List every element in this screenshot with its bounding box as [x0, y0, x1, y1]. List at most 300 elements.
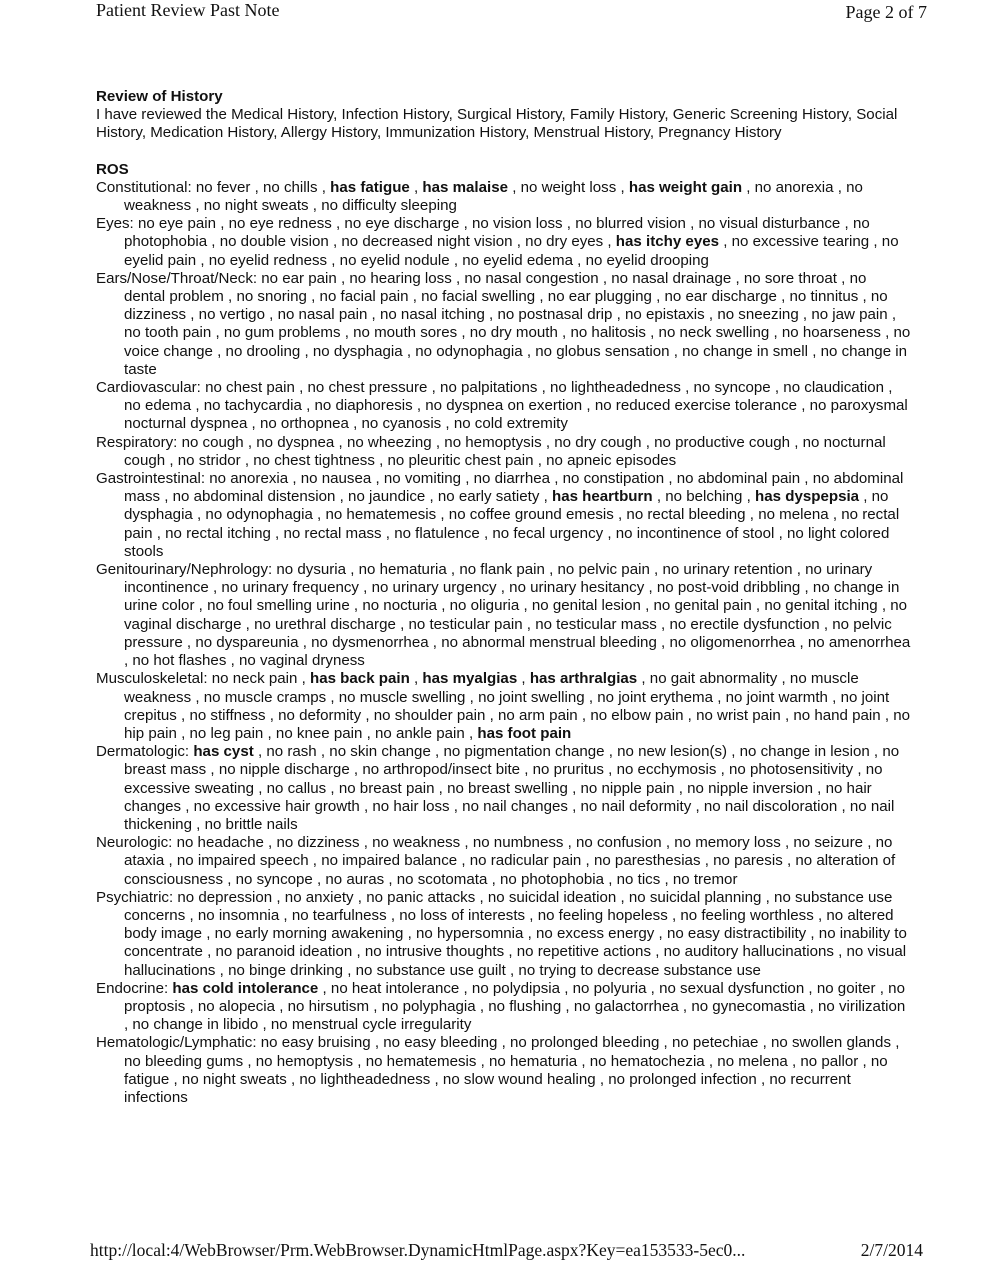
ros-finding: no bleeding gums [124, 1052, 244, 1070]
ros-finding: no seizure [793, 834, 863, 852]
ros-finding: no skin change [329, 743, 431, 761]
ros-finding: no visual hallucinations [124, 943, 907, 979]
ros-finding: no galactorrhea [573, 997, 679, 1015]
ros-finding: no dizziness [124, 288, 888, 324]
ros-finding: no virilization [818, 997, 906, 1015]
ros-finding: no diaphoresis [314, 397, 413, 415]
ros-finding: no heat intolerance [330, 979, 460, 997]
ros-positive-finding: has arthralgias [529, 670, 638, 688]
ros-finding: no tachycardia [203, 397, 302, 415]
ros-finding: no urinary frequency [221, 579, 359, 597]
ros-finding: no excessive hair growth [193, 797, 360, 815]
ros-list [96, 179, 911, 1107]
ros-system-label: Constitutional: [96, 178, 192, 196]
ros-finding: no apneic episodes [546, 451, 677, 469]
ros-finding: no nasal pain [277, 306, 368, 324]
ros-finding: no excessive tearing [731, 233, 870, 251]
ros-finding: no cough [181, 433, 244, 451]
ros-finding: no eye discharge [344, 215, 460, 233]
ros-finding: no globus sensation [535, 342, 670, 360]
ros-finding: no prolonged bleeding [509, 1034, 660, 1052]
ros-finding: no eyelid edema [462, 251, 573, 269]
ros-finding: no loss of interests [399, 906, 526, 924]
ros-finding: no pallor [800, 1052, 859, 1070]
ros-finding: no ear discharge [664, 288, 777, 306]
ros-finding: no tearfulness [291, 906, 387, 924]
ros-finding: no vertigo [198, 306, 265, 324]
ros-finding: no rectal itching [165, 524, 271, 542]
ros-finding: no orthopnea [259, 415, 349, 433]
ros-finding: no change in libido [132, 1016, 259, 1034]
ros-finding: no polyuria [572, 979, 647, 997]
ros-finding: no reduced exercise tolerance [594, 397, 798, 415]
ros-finding: no urinary incontinence [124, 561, 873, 597]
ros-finding: no alopecia [197, 997, 276, 1015]
ros-finding: no post-void dribbling [656, 579, 801, 597]
ros-finding: no goiter [816, 979, 876, 997]
ros-positive-finding: has back pain [309, 670, 410, 688]
ros-finding: no hematochezia [589, 1052, 705, 1070]
ros-finding: no oligomenorrhea [669, 633, 796, 651]
ros-finding: no chest pain [205, 379, 295, 397]
ros-finding: no menstrual cycle irregularity [270, 1016, 472, 1034]
ros-positive-finding: has foot pain [477, 724, 572, 742]
ros-finding: no swollen glands [771, 1034, 891, 1052]
ros-finding: no neck pain [211, 670, 298, 688]
ros-finding: no weakness [124, 178, 863, 215]
footer-url: http://local:4/WebBrowser/Prm.WebBrowser.DynamicHtmlPage.aspx?Key=ea153533-5ec0... [90, 1240, 746, 1260]
ros-finding: no genital pain [653, 597, 752, 615]
ros-finding: no eyelid pain [124, 233, 899, 269]
ros-finding: no paranoid ideation [215, 943, 353, 961]
ros-finding: no productive cough [654, 433, 791, 451]
ros-finding: no rash [266, 743, 317, 761]
ros-finding: no visual disturbance [698, 215, 841, 233]
ros-finding: no eyelid drooping [585, 251, 709, 269]
ros-finding: no suicidal planning [628, 888, 762, 906]
ros-finding: no nasal itching [379, 306, 485, 324]
ros-item: Respiratory: no cough , no dyspnea , no wheezing , no hemoptysis , no dry cough , no productive cough , no nocturnal cough , no stridor , no chest tightness , no pleuritic chest pain , no apneic episodes [96, 433, 886, 469]
ros-finding: no flank pain [459, 561, 545, 579]
ros-finding: no early satiety [437, 488, 540, 506]
footer-date: 2/7/2014 [860, 1240, 923, 1260]
ros-finding: no memory loss [674, 834, 781, 852]
ros-finding: no testicular mass [535, 615, 657, 633]
ros-system-label: Cardiovascular: [96, 379, 201, 397]
ros-finding: no new lesion(s) [617, 743, 728, 761]
ros-finding: no joint crepitus [124, 688, 890, 724]
ros-positive-finding: has itchy eyes [615, 233, 719, 251]
ros-finding: no constipation [562, 470, 665, 488]
ros-finding: no hoarseness [781, 324, 881, 342]
ros-finding: no nocturia [362, 597, 437, 615]
ros-finding: no postnasal drip [497, 306, 613, 324]
ros-finding: no fever [195, 178, 251, 196]
ros-finding: no tooth pain [124, 324, 212, 342]
ros-finding: no decreased night vision [341, 233, 513, 251]
ros-finding: no scotomata [396, 870, 488, 888]
ros-finding: no numbness [472, 834, 564, 852]
ros-finding: no inability to concentrate [124, 925, 907, 961]
ros-finding: no easy bruising [260, 1034, 371, 1052]
ros-finding: no rectal mass [283, 524, 382, 542]
ros-finding: no eyelid nodule [339, 251, 450, 269]
ros-heading: ROS [96, 160, 129, 178]
ros-finding: no arthropod/insect bite [362, 761, 521, 779]
ros-system-label: Genitourinary/Nephrology: [96, 561, 273, 579]
ros-finding: no shoulder pain [373, 706, 486, 724]
ros-finding: no dry eyes [525, 233, 604, 251]
ros-finding: no claudication [783, 379, 884, 397]
ros-finding: no hip pain [124, 706, 911, 742]
ros-finding: no dysphagia [124, 488, 889, 524]
ros-finding: no change in urine color [124, 579, 900, 615]
ros-finding: no muscle cramps [203, 688, 327, 706]
ros-finding: no pleuritic chest pain [387, 451, 534, 469]
ros-finding: no cyanosis [361, 415, 442, 433]
ros-finding: no insomnia [197, 906, 280, 924]
ros-finding: no foul smelling urine [207, 597, 350, 615]
ros-finding: no pelvic pain [557, 561, 650, 579]
ros-item: Eyes: no eye pain , no eye redness , no eye discharge , no vision loss , no blurred vision , no visual disturbance , no photophobia , no double vision , no decreased night vision , no dry eyes , has itchy eyes , no excessive tearing , no eyelid pain , no eyelid redness , no eyelid nodule , no eyelid edema , no eyelid drooping [96, 215, 899, 269]
ros-finding: no knee pain [275, 724, 363, 742]
ros-finding: no incontinence of stool [615, 524, 775, 542]
ros-item: Ears/Nose/Throat/Neck: no ear pain , no hearing loss , no nasal congestion , no nasal drainage , no sore throat , no dental problem , no snoring , no facial pain , no facial swelling , no ear plugging , no ear discharge , no tinnitus , no dizziness , no vertigo , no nasal pain , no nasal itching , no postnasal drip , no epistaxis , no sneezing , no jaw pain , no tooth pain , no gum problems , no mouth sores , no dry mouth , no halitosis , no neck swelling , no hoarseness , no voice change , no drooling , no dysphagia , no odynophagia , no globus sensation , no change in smell , no change in taste [96, 269, 911, 378]
ros-finding: no hypersomnia [416, 925, 524, 943]
ros-positive-finding: has weight gain [628, 178, 743, 196]
ros-finding: no impaired speech [176, 852, 309, 870]
ros-finding: no urinary retention [662, 561, 793, 579]
document-title: Patient Review Past Note [96, 0, 280, 20]
ros-finding: no pelvic pressure [124, 615, 892, 651]
ros-finding: no abnormal menstrual bleeding [441, 633, 657, 651]
ros-finding: no hot flashes [132, 652, 227, 670]
ros-finding: no dizziness [276, 834, 360, 852]
ros-system-label: Dermatologic: [96, 743, 190, 761]
ros-system-label: Musculoskeletal: [96, 670, 208, 688]
ros-finding: no nipple pain [580, 779, 675, 797]
ros-finding: no facial swelling [421, 288, 536, 306]
ros-finding: no weight loss [520, 178, 617, 196]
ros-finding: no muscle weakness [124, 670, 859, 706]
ros-finding: no proptosis [124, 979, 905, 1015]
ros-finding: no stiffness [189, 706, 266, 724]
ros-system-label: Gastrointestinal: [96, 470, 206, 488]
ros-finding: no nipple inversion [687, 779, 813, 797]
ros-finding: no arm pain [498, 706, 578, 724]
ros-item: Gastrointestinal: no anorexia , no nausea , no vomiting , no diarrhea , no constipation , no abdominal pain , no abdominal mass , no abdominal distension , no jaundice , no early satiety , has heartburn , no belching , has dyspepsia , no dysphagia , no odynophagia , no hematemesis , no coffee ground emesis , no rectal bleeding , no melena , no rectal pain , no rectal itching , no rectal mass , no flatulence , no fecal urgency , no incontinence of stool , no light colored stools [96, 470, 904, 560]
ros-finding: no joint swelling [478, 688, 585, 706]
ros-finding: no substance use guilt [355, 961, 506, 979]
ros-finding: no vaginal dryness [238, 652, 365, 670]
ros-finding: no hearing loss [349, 269, 452, 287]
ros-finding: no belching [665, 488, 743, 506]
ros-finding: no anxiety [284, 888, 354, 906]
ros-item: Genitourinary/Nephrology: no dysuria , no hematuria , no flank pain , no pelvic pain , no urinary retention , no urinary incontinence , no urinary frequency , no urinary urgency , no urinary hesitancy , no post-void dribbling , no change in urine color , no foul smelling urine , no nocturia , no oliguria , no genital lesion , no genital pain , no genital itching , no vaginal discharge , no urethral discharge , no testicular pain , no testicular mass , no erectile dysfunction , no pelvic pressure , no dyspareunia , no dysmenorrhea , no abnormal menstrual bleeding , no oligomenorrhea , no amenorrhea , no hot flashes , no vaginal dryness [96, 561, 911, 670]
ros-item: Dermatologic: has cyst , no rash , no skin change , no pigmentation change , no new lesion(s) , no change in lesion , no breast mass , no nipple discharge , no arthropod/insect bite , no pruritus , no ecchymosis , no photosensitivity , no excessive sweating , no callus , no breast pain , no breast swelling , no nipple pain , no nipple inversion , no hair changes , no excessive hair growth , no hair loss , no nail changes , no nail deformity , no nail discoloration , no nail thickening , no brittle nails [96, 743, 900, 833]
ros-system-label: Neurologic: [96, 834, 173, 852]
ros-finding: no wheezing [346, 433, 432, 451]
ros-finding: no breast mass [124, 743, 900, 779]
ros-finding: no altered body image [124, 906, 894, 943]
ros-finding: no hair changes [124, 779, 872, 815]
ros-finding: no neck swelling [658, 324, 770, 342]
ros-finding: no wrist pain [696, 706, 781, 724]
ros-finding: no pigmentation change [443, 743, 605, 761]
ros-finding: no slow wound healing [442, 1070, 596, 1088]
ros-finding: no depression [177, 888, 273, 906]
ros-finding: no lightheadedness [299, 1070, 431, 1088]
ros-finding: no easy bleeding [383, 1034, 498, 1052]
ros-finding: no testicular pain [408, 615, 523, 633]
ros-finding: no nocturnal cough [124, 433, 886, 469]
ros-finding: no eyelid redness [208, 251, 328, 269]
ros-positive-finding: has heartburn [551, 488, 653, 506]
ros-finding: no nail deformity [580, 797, 692, 815]
ros-item: Hematologic/Lymphatic: no easy bruising , no easy bleeding , no prolonged bleeding , no petechiae , no swollen glands , no bleeding gums , no hemoptysis , no hematemesis , no hematuria , no hematochezia , no melena , no pallor , no fatigue , no night sweats , no lightheadedness , no slow wound healing , no prolonged infection , no recurrent infections [96, 1034, 900, 1106]
ros-finding: no sneezing [717, 306, 799, 324]
ros-finding: no odynophagia [205, 506, 313, 524]
ros-finding: no eye pain [137, 215, 217, 233]
ros-finding: no nail thickening [124, 797, 895, 833]
ros-finding: no change in smell [682, 342, 808, 360]
ros-finding: no genital itching [764, 597, 878, 615]
ros-finding: no chills [263, 178, 318, 196]
ros-finding: no flushing [488, 997, 562, 1015]
ros-finding: no dry cough [554, 433, 642, 451]
ros-finding: no hematemesis [365, 1052, 477, 1070]
ros-finding: no intrusive thoughts [364, 943, 505, 961]
ros-finding: no hair loss [372, 797, 450, 815]
ros-finding: no panic attacks [366, 888, 476, 906]
ros-finding: no auras [325, 870, 385, 888]
ros-finding: no nasal congestion [464, 269, 599, 287]
review-of-history-heading: Review of History [96, 88, 223, 105]
ros-finding: no jaw pain [811, 306, 888, 324]
ros-finding: no early morning awakening [214, 925, 404, 943]
ros-finding: no nipple discharge [218, 761, 350, 779]
ros-finding: no anorexia [209, 470, 289, 488]
ros-finding: no hirsutism [287, 997, 370, 1015]
ros-finding: no fatigue [124, 1052, 888, 1088]
ros-finding: no abdominal mass [124, 470, 904, 506]
ros-finding: no dyspnea on exertion [425, 397, 583, 415]
ros-finding: no repetitive actions [516, 943, 651, 961]
ros-finding: no jaundice [348, 488, 426, 506]
ros-finding: no auditory hallucinations [663, 943, 834, 961]
ros-finding: no dyspareunia [195, 633, 299, 651]
ros-finding: no stridor [177, 451, 241, 469]
ros-finding: no odynophagia [415, 342, 523, 360]
ros-finding: no breast pain [338, 779, 435, 797]
ros-system-label: Psychiatric: [96, 888, 174, 906]
ros-finding: no amenorrhea [807, 633, 911, 651]
ros-finding: no mouth sores [353, 324, 458, 342]
ros-finding: no dysphagia [312, 342, 403, 360]
ros-item: Musculoskeletal: no neck pain , has back pain , has myalgias , has arthralgias , no gait abnormality , no muscle weakness , no muscle cramps , no muscle swelling , no joint swelling , no joint erythema , no joint warmth , no joint crepitus , no stiffness , no deformity , no shoulder pain , no arm pain , no elbow pain , no wrist pain , no hand pain , no hip pain , no leg pain , no knee pain , no ankle pain , has foot pain [96, 670, 911, 742]
ros-finding: no cold extremity [453, 415, 568, 433]
ros-finding: no hematuria [489, 1052, 578, 1070]
ros-finding: no ankle pain [374, 724, 465, 742]
ros-positive-finding: has fatigue [330, 178, 410, 196]
ros-finding: no trying to decrease substance use [518, 961, 761, 979]
ros-finding: no rectal bleeding [626, 506, 746, 524]
ros-finding: no impaired balance [321, 852, 458, 870]
ros-finding: no lightheadedness [549, 379, 681, 397]
ros-finding: no halitosis [570, 324, 646, 342]
ros-finding: no chest tightness [253, 451, 375, 469]
ros-finding: no nail changes [462, 797, 568, 815]
ros-system-label: Respiratory: [96, 433, 178, 451]
ros-finding: no ear plugging [547, 288, 652, 306]
ros-item: Cardiovascular: no chest pain , no chest pressure , no palpitations , no lightheadedness , no syncope , no claudication , no edema , no tachycardia , no diaphoresis , no dyspnea on exertion , no reduced exercise tolerance , no paroxysmal nocturnal dyspnea , no orthopnea , no cyanosis , no cold extremity [96, 379, 908, 433]
ros-finding: no dysuria [276, 561, 347, 579]
ros-positive-finding: has cyst [193, 743, 254, 761]
ros-system-label: Ears/Nose/Throat/Neck: [96, 269, 258, 287]
ros-finding: no drooling [225, 342, 301, 360]
ros-finding: no urethral discharge [254, 615, 396, 633]
ros-finding: no paresthesias [593, 852, 701, 870]
ros-finding: no excessive sweating [124, 761, 883, 797]
ros-finding: no hematuria [358, 561, 447, 579]
ros-finding: no joint erythema [597, 688, 714, 706]
ros-finding: no chest pressure [307, 379, 428, 397]
ros-finding: no feeling worthless [680, 906, 814, 924]
ros-finding: no photophobia [499, 870, 605, 888]
ros-finding: no palpitations [440, 379, 538, 397]
ros-finding: no genital lesion [531, 597, 641, 615]
ros-finding: no gait abnormality [649, 670, 778, 688]
ros-finding: no binge drinking [228, 961, 344, 979]
ros-finding: no sore throat [743, 269, 837, 287]
ros-finding: no change in lesion [739, 743, 870, 761]
ros-finding: no headache [176, 834, 264, 852]
ros-finding: no excess energy [536, 925, 655, 943]
ros-finding: no erectile dysfunction [669, 615, 820, 633]
ros-finding: no polydipsia [471, 979, 561, 997]
ros-item: Neurologic: no headache , no dizziness , no weakness , no numbness , no confusion , no memory loss , no seizure , no ataxia , no impaired speech , no impaired balance , no radicular pain , no paresthesias , no paresis , no alteration of consciousness , no syncope , no auras , no scotomata , no photophobia , no tics , no tremor [96, 834, 896, 888]
ros-finding: no radicular pain [469, 852, 582, 870]
ros-finding: no alteration of consciousness [124, 852, 896, 888]
ros-finding: no suicidal ideation [487, 888, 617, 906]
ros-finding: no breast swelling [447, 779, 568, 797]
ros-finding: no night sweats [203, 197, 309, 215]
note-content [96, 88, 911, 1107]
ros-finding: no hand pain [793, 706, 881, 724]
ros-finding: no prolonged infection [608, 1070, 757, 1088]
ros-finding: no photosensitivity [728, 761, 854, 779]
ros-system-label: Eyes: [96, 215, 134, 233]
ros-finding: no recurrent infections [124, 1070, 851, 1106]
ros-finding: no tinnitus [789, 288, 859, 306]
ros-positive-finding: has dyspepsia [755, 488, 860, 506]
ros-finding: no dental problem [124, 269, 867, 306]
ros-finding: no nasal drainage [611, 269, 732, 287]
ros-finding: no light colored stools [124, 524, 890, 560]
ros-finding: no diarrhea [473, 470, 551, 488]
ros-finding: no gum problems [223, 324, 341, 342]
ros-finding: no hemoptysis [255, 1052, 354, 1070]
ros-finding: no hematemesis [325, 506, 437, 524]
ros-finding: no nausea [300, 470, 372, 488]
ros-finding: no blurred vision [575, 215, 686, 233]
ros-finding: no confusion [576, 834, 662, 852]
ros-finding: no abdominal distension [172, 488, 336, 506]
ros-finding: no syncope [235, 870, 313, 888]
ros-finding: no callus [266, 779, 327, 797]
ros-finding: no night sweats [181, 1070, 287, 1088]
ros-finding: no vision loss [471, 215, 563, 233]
ros-finding: no flatulence [394, 524, 480, 542]
ros-finding: no melena [717, 1052, 788, 1070]
ros-positive-finding: has cold intolerance [172, 979, 319, 997]
page-number: Page 2 of 7 [845, 2, 927, 22]
ros-finding: no nail discoloration [703, 797, 838, 815]
ros-finding: no petechiae [671, 1034, 759, 1052]
ros-finding: no anorexia [754, 178, 834, 196]
ros-finding: no feeling hopeless [537, 906, 668, 924]
ros-finding: no tics [616, 870, 661, 888]
review-of-history-text: I have reviewed the Medical History, Infection History, Surgical History, Family History, Generic Screening History, Social History, Medication History, Allergy History, Immunization History, Menstrual History, Pregnancy History [96, 106, 898, 142]
ros-finding: no muscle swelling [338, 688, 466, 706]
ros-finding: no photophobia [124, 215, 870, 251]
ros-finding: no substance use concerns [124, 888, 893, 924]
ros-finding: no dysmenorrhea [311, 633, 429, 651]
ros-finding: no urinary urgency [371, 579, 497, 597]
ros-finding: no snoring [236, 288, 307, 306]
ros-finding: no paresis [713, 852, 783, 870]
ros-item: Psychiatric: no depression , no anxiety , no panic attacks , no suicidal ideation , no suicidal planning , no substance use concerns , no insomnia , no tearfulness , no loss of interests , no feeling hopeless , no feeling worthless , no altered body image , no early morning awakening , no hypersomnia , no excess energy , no easy distractibility , no inability to concentrate , no paranoid ideation , no intrusive thoughts , no repetitive actions , no auditory hallucinations , no visual hallucinations , no binge drinking , no substance use guilt , no trying to decrease substance use [96, 888, 907, 979]
ros-finding: no vomiting [383, 470, 462, 488]
ros-finding: no easy distractibility [666, 925, 807, 943]
ros-finding: no eye redness [228, 215, 332, 233]
ros-finding: no voice change [124, 324, 911, 360]
ros-positive-finding: has malaise [422, 178, 508, 196]
ros-finding: no pruritus [532, 761, 604, 779]
ros-finding: no edema [124, 397, 192, 415]
ros-finding: no ataxia [124, 834, 893, 870]
ros-finding: no sexual dysfunction [659, 979, 805, 997]
ros-system-label: Endocrine: [96, 979, 169, 997]
ros-finding: no epistaxis [625, 306, 705, 324]
ros-finding: no vaginal discharge [124, 597, 908, 633]
ros-finding: no oliguria [449, 597, 520, 615]
ros-finding: no fecal urgency [492, 524, 604, 542]
ros-finding: no polyphagia [381, 997, 476, 1015]
ros-finding: no ear pain [261, 269, 337, 287]
ros-finding: no facial pain [319, 288, 409, 306]
ros-finding: no tremor [672, 870, 738, 888]
ros-positive-finding: has myalgias [422, 670, 518, 688]
ros-finding: no change in taste [124, 342, 908, 378]
ros-finding: no joint warmth [725, 688, 828, 706]
ros-finding: no brittle nails [204, 815, 298, 833]
ros-finding: no hemoptysis [444, 433, 542, 451]
ros-item: Endocrine: has cold intolerance , no heat intolerance , no polydipsia , no polyuria , no sexual dysfunction , no goiter , no proptosis , no alopecia , no hirsutism , no polyphagia , no flushing , no galactorrhea , no gynecomastia , no virilization , no change in libido , no menstrual cycle irregularity [96, 979, 906, 1034]
ros-finding: no leg pain [189, 724, 264, 742]
ros-finding: no deformity [278, 706, 362, 724]
ros-finding: no coffee ground emesis [448, 506, 614, 524]
ros-finding: no paroxysmal nocturnal dyspnea [124, 397, 908, 433]
ros-finding: no melena [758, 506, 829, 524]
ros-finding: no syncope [693, 379, 771, 397]
ros-finding: no urinary hesitancy [509, 579, 645, 597]
ros-finding: no difficulty sleeping [321, 197, 457, 215]
ros-system-label: Hematologic/Lymphatic: [96, 1034, 257, 1052]
ros-finding: no dyspnea [256, 433, 335, 451]
ros-finding: no gynecomastia [691, 997, 806, 1015]
ros-finding: no abdominal pain [676, 470, 801, 488]
